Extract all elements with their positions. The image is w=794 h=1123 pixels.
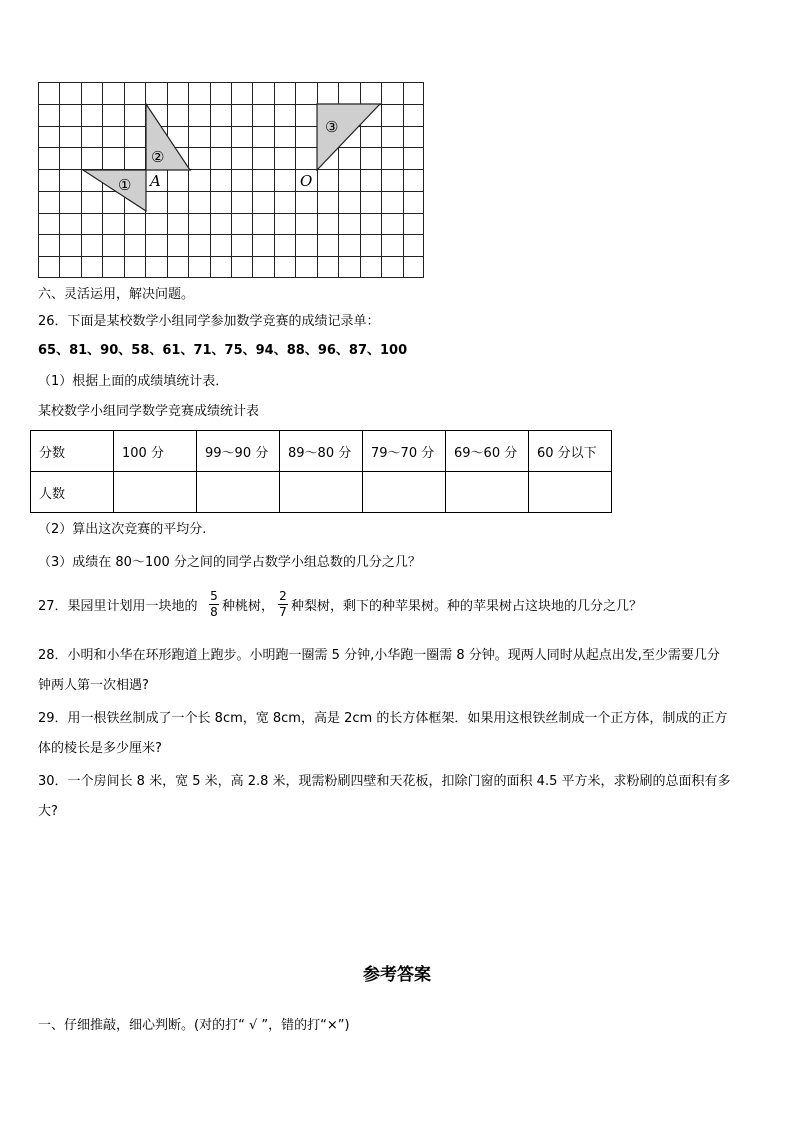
fraction-denominator: 7 xyxy=(279,605,287,619)
header-cell-79-70: 79～70 分 xyxy=(363,431,446,472)
q27-text-a: 27．果园里计划用一块地的 xyxy=(38,599,198,614)
table-count-row xyxy=(31,472,612,513)
point-a-label: A xyxy=(150,172,161,190)
q30-line2: 大? xyxy=(38,804,58,819)
fraction-numerator: 2 xyxy=(279,589,287,603)
count-cell xyxy=(197,472,280,513)
label-circle-1: ① xyxy=(118,176,132,194)
label-circle-3: ③ xyxy=(325,118,339,136)
fraction-numerator: 5 xyxy=(210,589,218,603)
q27-fraction-2-7 xyxy=(277,590,289,619)
label-circle-2: ② xyxy=(151,148,165,166)
q29-line1: 29．用一根铁丝制成了一个长 8cm，宽 8cm，高是 2cm 的长方体框架．如果用这根铁丝制成一个正方体，制成的正方 xyxy=(38,711,728,726)
header-cell-below-60: 60 分以下 xyxy=(529,431,612,472)
q28-line2: 钟两人第一次相遇? xyxy=(38,678,149,693)
answers-section-1: 一、仔细推敲，细心判断。(对的打“ √ ”，错的打“×”) xyxy=(38,1018,350,1033)
triangle-3 xyxy=(317,104,380,170)
count-cell xyxy=(446,472,529,513)
header-cell-score: 分数 xyxy=(31,431,114,472)
section-6-heading: 六、灵活运用，解决问题。 xyxy=(38,287,195,302)
count-cell xyxy=(363,472,446,513)
q26-part2: （2）算出这次竞赛的平均分. xyxy=(38,522,207,537)
triangle-1 xyxy=(83,170,146,211)
q27-fraction-5-8 xyxy=(208,590,220,619)
score-stats-table xyxy=(30,430,612,513)
fraction-denominator: 8 xyxy=(210,605,218,619)
q28-line1: 28．小明和小华在环形跑道上跑步。小明跑一圈需 5 分钟,小华跑一圈需 8 分钟。现两人同时从起点出发,至少需要几分 xyxy=(38,648,720,663)
answers-title: 参考答案 xyxy=(363,965,431,985)
q27-text-b: 种桃树， xyxy=(222,599,275,614)
table-header-row xyxy=(31,431,612,472)
row-label-count: 人数 xyxy=(31,472,114,513)
q30-line1: 30．一个房间长 8 米，宽 5 米，高 2.8 米，现需粉刷四壁和天花板，扣除门窗的面积 4.5 平方米，求粉刷的总面积有多 xyxy=(38,774,731,789)
count-cell xyxy=(529,472,612,513)
grid-figure xyxy=(38,82,424,278)
q26-scores: 65、81、90、58、61、71、75、94、88、96、87、100 xyxy=(38,343,408,358)
q27-text-c: 种梨树，剩下的种苹果树。种的苹果树占这块地的几分之几？ xyxy=(291,599,643,614)
q26-part1: （1）根据上面的成绩填统计表． xyxy=(38,374,229,389)
q29-line2: 体的棱长是多少厘米? xyxy=(38,741,162,756)
header-cell-99-90: 99～90 分 xyxy=(197,431,280,472)
point-o-label: O xyxy=(300,172,313,190)
count-cell xyxy=(114,472,197,513)
q26-table-title: 某校数学小组同学数学竞赛成绩统计表 xyxy=(38,404,260,419)
q26-stem: 26．下面是某校数学小组同学参加数学竞赛的成绩记录单： xyxy=(38,314,380,329)
header-cell-89-80: 89～80 分 xyxy=(280,431,363,472)
q26-part3: （3）成绩在 80～100 分之间的同学占数学小组总数的几分之几？ xyxy=(38,555,421,570)
header-cell-100: 100 分 xyxy=(114,431,197,472)
count-cell xyxy=(280,472,363,513)
header-cell-69-60: 69～60 分 xyxy=(446,431,529,472)
